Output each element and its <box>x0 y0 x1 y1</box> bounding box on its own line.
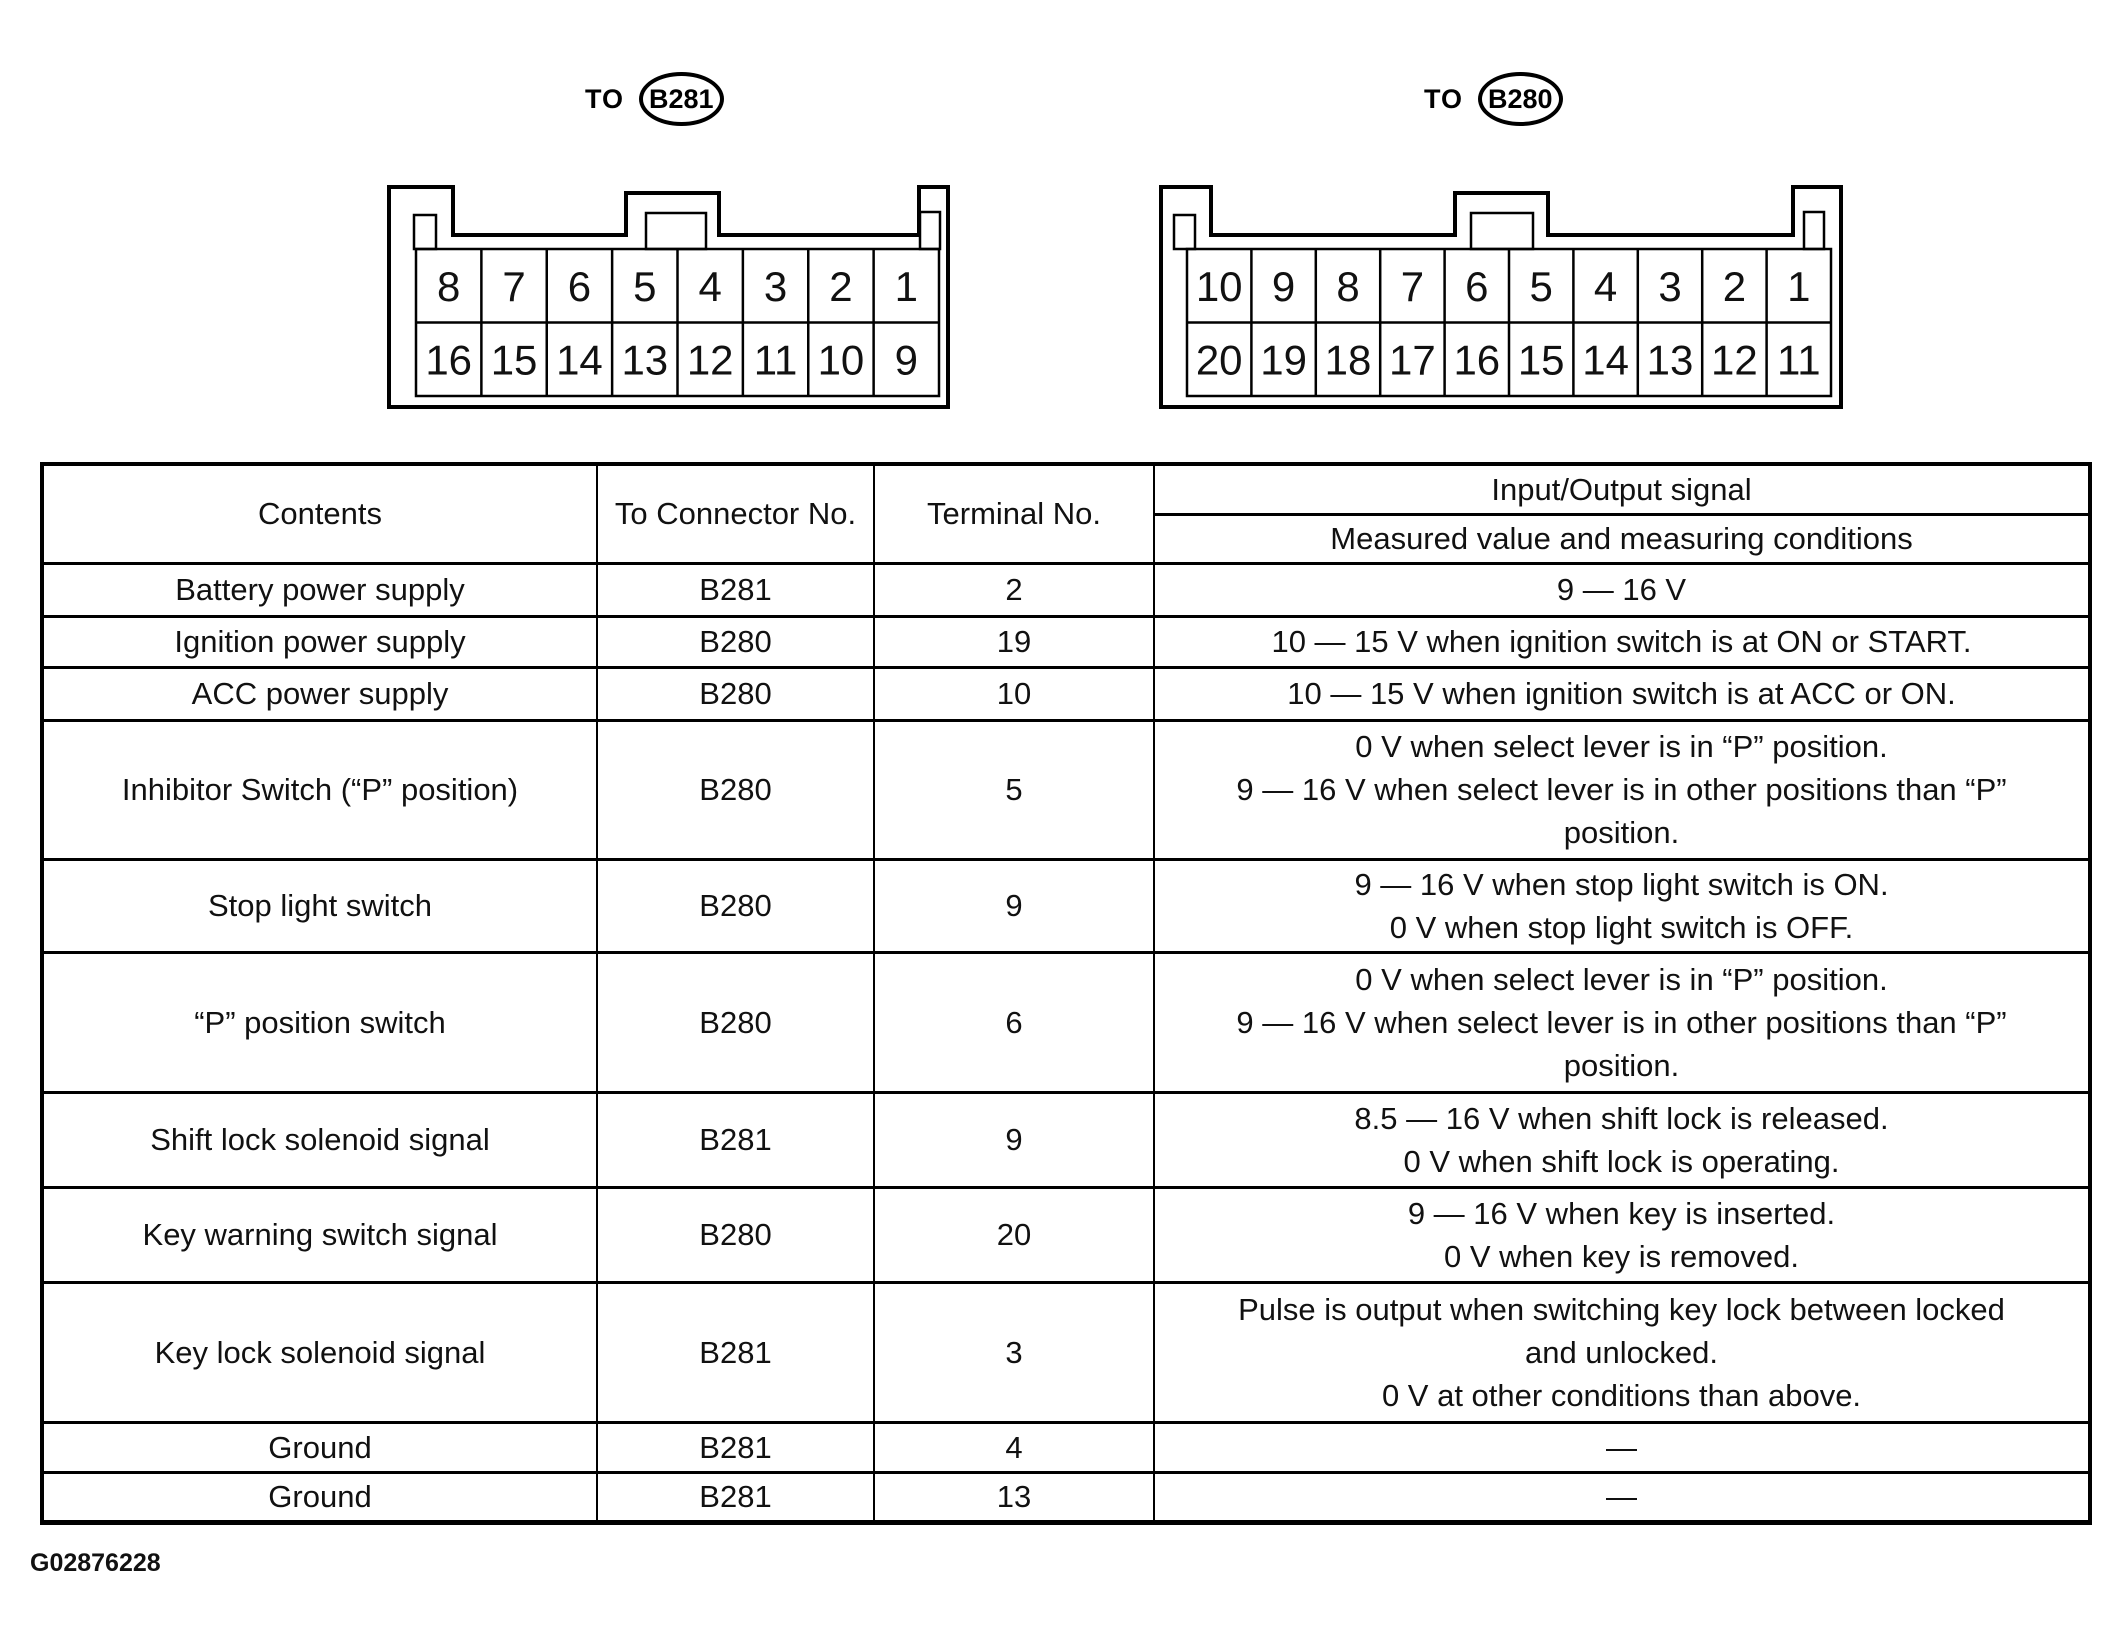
cell-contents: Battery power supply <box>42 563 597 616</box>
cell-connector-no: B280 <box>597 1187 874 1282</box>
signal-line: 9 — 16 V when select lever is in other positions than “P” <box>1236 1004 2007 1040</box>
cell-signal <box>1154 1422 2090 1472</box>
pin-number: 17 <box>1389 336 1436 384</box>
pin-number: 16 <box>1453 336 1501 384</box>
header-contents: Contents <box>42 464 597 563</box>
cell-terminal-no: 2 <box>874 563 1154 616</box>
latch-detail <box>920 212 940 249</box>
pin-number: 5 <box>1529 262 1553 310</box>
cell-signal <box>1154 859 2090 952</box>
pin-number: 4 <box>698 262 722 310</box>
cell-contents: ACC power supply <box>42 667 597 720</box>
signal-line: 10 — 15 V when ignition switch is at ACC or ON. <box>1287 676 1956 711</box>
pin-number: 16 <box>425 336 473 384</box>
pin-number: 18 <box>1324 336 1372 384</box>
table-row <box>42 1472 2090 1522</box>
cell-connector-no: B281 <box>597 563 874 616</box>
cell-terminal-no: 9 <box>874 859 1154 952</box>
signal-line: 9 — 16 V when key is inserted. <box>1407 1195 1836 1231</box>
figure-code: G02876228 <box>30 1549 161 1577</box>
table-row <box>42 952 2090 1092</box>
pin-number: 4 <box>1593 262 1618 310</box>
cell-contents: Inhibitor Switch (“P” position) <box>42 720 597 859</box>
pin-number: 10 <box>1195 262 1243 310</box>
cell-connector-no: B280 <box>597 952 874 1092</box>
cell-signal <box>1154 1472 2090 1522</box>
table-row <box>42 1282 2090 1422</box>
pin-number: 15 <box>1517 336 1565 384</box>
table-row <box>42 1187 2090 1282</box>
table-row <box>42 1422 2090 1472</box>
cell-contents: Key lock solenoid signal <box>42 1282 597 1422</box>
cell-connector-no: B280 <box>597 859 874 952</box>
signal-line: 0 V when stop light switch is OFF. <box>1389 909 1854 945</box>
cell-contents: Shift lock solenoid signal <box>42 1092 597 1187</box>
pin-number: 2 <box>1722 262 1747 310</box>
cell-contents: Ground <box>42 1472 597 1522</box>
signal-line: 10 — 15 V when ignition switch is at ON or START. <box>1271 624 1972 659</box>
cell-connector-no: B281 <box>597 1422 874 1472</box>
cell-signal <box>1154 952 2090 1092</box>
header-io-signal: Input/Output signal <box>1154 464 2090 514</box>
cell-connector-no: B281 <box>597 1472 874 1522</box>
cell-contents: Stop light switch <box>42 859 597 952</box>
pin-number: 12 <box>686 336 734 384</box>
signal-line: position. <box>1563 815 1680 850</box>
signal-line: 0 V when key is removed. <box>1444 1238 1799 1274</box>
table-row <box>42 667 2090 720</box>
signal-line: Pulse is output when switching key lock between locked <box>1238 1291 2005 1327</box>
pin-number: 1 <box>894 262 918 310</box>
cell-connector-no: B281 <box>597 1282 874 1422</box>
connector-id-oval: B281 <box>639 72 724 126</box>
signal-line: 0 V when select lever is in “P” position. <box>1355 961 1888 997</box>
pin-number: 11 <box>1776 336 1821 384</box>
pin-number: 1 <box>1787 262 1811 310</box>
cell-signal <box>1154 1282 2090 1422</box>
header-measured-value: Measured value and measuring conditions <box>1154 514 2090 563</box>
cell-signal <box>1154 1092 2090 1187</box>
signal-line: — <box>1606 1429 1637 1465</box>
signal-line: 9 — 16 V when select lever is in other positions than “P” <box>1236 772 2007 807</box>
signal-line: — <box>1606 1479 1637 1514</box>
signal-line: position. <box>1563 1047 1680 1083</box>
pin-number: 8 <box>1336 262 1360 310</box>
signal-line: 0 V when shift lock is operating. <box>1403 1143 1840 1179</box>
cell-contents: Key warning switch signal <box>42 1187 597 1282</box>
cell-signal <box>1154 1187 2090 1282</box>
cell-contents: Ground <box>42 1422 597 1472</box>
cell-terminal-no: 10 <box>874 667 1154 720</box>
pin-number: 13 <box>1646 336 1694 384</box>
connector-id-oval: B280 <box>1478 72 1563 126</box>
cell-terminal-no: 20 <box>874 1187 1154 1282</box>
table-row <box>42 563 2090 616</box>
cell-connector-no: B280 <box>597 720 874 859</box>
pin-number: 10 <box>817 336 865 384</box>
connector-b280-pinout-diagram <box>1159 185 1843 409</box>
pin-number: 9 <box>1271 262 1296 310</box>
cell-contents: Ignition power supply <box>42 616 597 667</box>
cell-terminal-no: 3 <box>874 1282 1154 1422</box>
pin-number: 8 <box>437 262 461 310</box>
pin-grid <box>416 249 939 396</box>
latch-detail <box>1804 212 1824 249</box>
pin-number: 9 <box>894 336 918 384</box>
cell-terminal-no: 6 <box>874 952 1154 1092</box>
connector-label-b280 <box>1424 72 1563 126</box>
cell-connector-no: B281 <box>597 1092 874 1187</box>
to-text: TO <box>585 83 625 114</box>
cell-signal <box>1154 563 2090 616</box>
table-body <box>42 563 2090 1522</box>
cell-signal <box>1154 616 2090 667</box>
pin-number: 13 <box>621 336 669 384</box>
cell-terminal-no: 19 <box>874 616 1154 667</box>
cell-contents: “P” position switch <box>42 952 597 1092</box>
header-connector-no: To Connector No. <box>597 464 874 563</box>
header-terminal-no: Terminal No. <box>874 464 1154 563</box>
latch-detail <box>1174 215 1195 249</box>
pin-number: 5 <box>633 262 657 310</box>
signal-line: 9 — 16 V <box>1556 572 1687 607</box>
cell-signal <box>1154 720 2090 859</box>
pin-number: 7 <box>1400 262 1425 310</box>
pin-number: 20 <box>1195 336 1243 384</box>
pin-number: 14 <box>556 336 603 384</box>
latch-detail <box>1471 213 1533 249</box>
pin-number: 2 <box>829 262 853 310</box>
pin-number: 3 <box>1658 262 1682 310</box>
cell-terminal-no: 4 <box>874 1422 1154 1472</box>
cell-terminal-no: 5 <box>874 720 1154 859</box>
pin-number: 19 <box>1260 336 1307 384</box>
pin-grid <box>1187 249 1831 396</box>
table-row <box>42 859 2090 952</box>
pin-number: 3 <box>763 262 788 310</box>
pin-number: 12 <box>1711 336 1758 384</box>
cell-terminal-no: 13 <box>874 1472 1154 1522</box>
signal-line: 8.5 — 16 V when shift lock is released. <box>1354 1100 1889 1136</box>
pin-number: 15 <box>490 336 538 384</box>
connector-label-b281 <box>585 72 724 126</box>
signal-line: 9 — 16 V when stop light switch is ON. <box>1354 866 1889 902</box>
table-header <box>42 464 2090 563</box>
pin-number: 14 <box>1582 336 1629 384</box>
signal-line: 0 V at other conditions than above. <box>1381 1377 1862 1413</box>
pin-number: 6 <box>567 262 592 310</box>
io-signal-table <box>40 462 2092 1525</box>
table-row <box>42 616 2090 667</box>
pin-number: 6 <box>1465 262 1489 310</box>
signal-line: and unlocked. <box>1524 1334 1719 1370</box>
cell-connector-no: B280 <box>597 616 874 667</box>
to-text: TO <box>1424 83 1464 114</box>
signal-line: 0 V when select lever is in “P” position. <box>1355 729 1888 764</box>
pin-number: 11 <box>753 336 798 384</box>
table-row <box>42 720 2090 859</box>
cell-terminal-no: 9 <box>874 1092 1154 1187</box>
latch-detail <box>646 213 706 249</box>
table-row <box>42 1092 2090 1187</box>
cell-connector-no: B280 <box>597 667 874 720</box>
latch-detail <box>414 215 436 249</box>
connector-b281-pinout-diagram <box>387 185 950 409</box>
cell-signal <box>1154 667 2090 720</box>
pin-number: 7 <box>502 262 526 310</box>
